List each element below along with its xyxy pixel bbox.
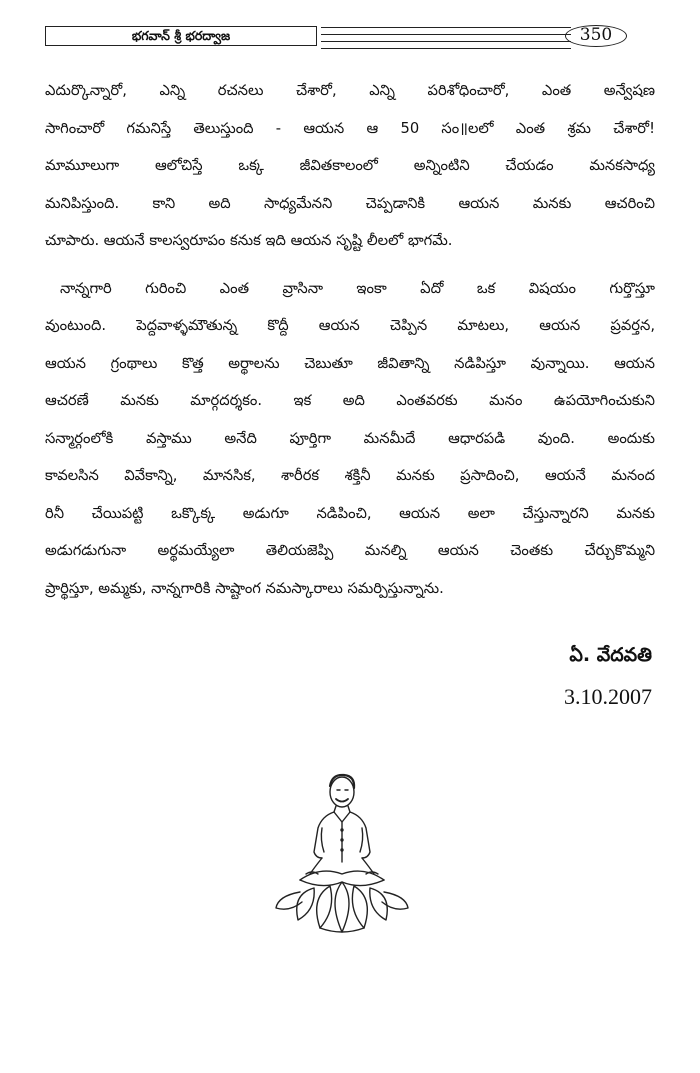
paragraph xyxy=(45,72,655,260)
text-line: వుంటుంది. పెద్దవాళ్ళమౌతున్న కొద్దీ ఆయన చెప్పిన మాటలు, ఆయన ప్రవర్తన, xyxy=(45,317,655,334)
header-rule xyxy=(321,34,571,35)
text-line: ఆచరణే మనకు మార్గదర్శకం. ఇక అది ఎంతవరకు మనం ఉపయోగించుకుని xyxy=(45,392,655,409)
text-line: రినీ చేయిపట్టి ఒక్కొక్క అడుగూ నడిపించి, ఆయన అలా చేస్తున్నారని మనకు xyxy=(45,504,655,522)
paragraph xyxy=(45,270,655,608)
text-line: ఆయన గ్రంథాలు కొత్త అర్థాలను చెబుతూ జీవితాన్ని నడిపిస్తూ వున్నాయి. ఆయన xyxy=(45,354,655,372)
header-title-box xyxy=(45,26,317,46)
text-line: చూపారు. ఆయనే కాలస్వరూపం కనుక ఇది ఆయన సృష్టి లీలలో భాగమే. xyxy=(45,232,453,249)
header-rule xyxy=(321,48,571,49)
text-line: సన్మార్గంలోకి వస్తాము అనేది పూర్తిగా మనమీదే ఆధారపడి వుంది. అందుకు xyxy=(45,429,655,447)
text-line: సాగించారో గమనిస్తే తెలుస్తుంది - ఆయన ఆ 50 సం॥లలో ఎంత శ్రమ చేశారో! xyxy=(45,119,655,137)
author-name: ఏ. వేదవతి xyxy=(569,644,652,666)
text-line: కావలసిన వివేకాన్ని, మానసిక, శారీరక శక్తినీ మనకు ప్రసాదించి, ఆయనే మనంద xyxy=(45,467,655,484)
signature-date: 3.10.2007 xyxy=(564,684,652,709)
signature-block xyxy=(564,640,652,710)
header-rule xyxy=(321,41,571,42)
body-text xyxy=(45,72,655,607)
page-header xyxy=(45,22,655,52)
seated-figure-on-lotus-icon xyxy=(270,770,410,935)
book-title: భగవాన్ శ్రీ భరద్వాజ xyxy=(131,28,231,43)
text-line: మనిపిస్తుంది. కాని అది సాధ్యమేనని చెప్పడానికి ఆయన మనకు ఆచరించి xyxy=(45,194,655,212)
text-line: ప్రార్థిస్తూ, అమ్మకు, నాన్నగారికి సాష్టాంగ నమస్కారాలు సమర్పిస్తున్నాను. xyxy=(45,579,444,597)
text-line: మామూలుగా ఆలోచిస్తే ఒక్క జీవితకాలంలో అన్నింటిని చేయడం మనకసాధ్య xyxy=(45,157,655,174)
text-line: నాన్నగారి గురించి ఎంత వ్రాసినా ఇంకా ఏదో ఒక విషయం గుర్తొస్తూ xyxy=(60,279,655,297)
text-line: అడుగడుగునా అర్థమయ్యేలా తెలియజెప్పి మనల్ని ఆయన చెంతకు చేర్చుకొమ్మని xyxy=(45,542,655,559)
page-number: 350 xyxy=(579,25,613,45)
text-line: ఎదుర్కొన్నారో, ఎన్ని రచనలు చేశారో, ఎన్ని పరిశోధించారో, ఎంత అన్వేషణ xyxy=(45,82,655,99)
header-rule xyxy=(321,27,571,28)
page-number-oval xyxy=(565,25,627,47)
